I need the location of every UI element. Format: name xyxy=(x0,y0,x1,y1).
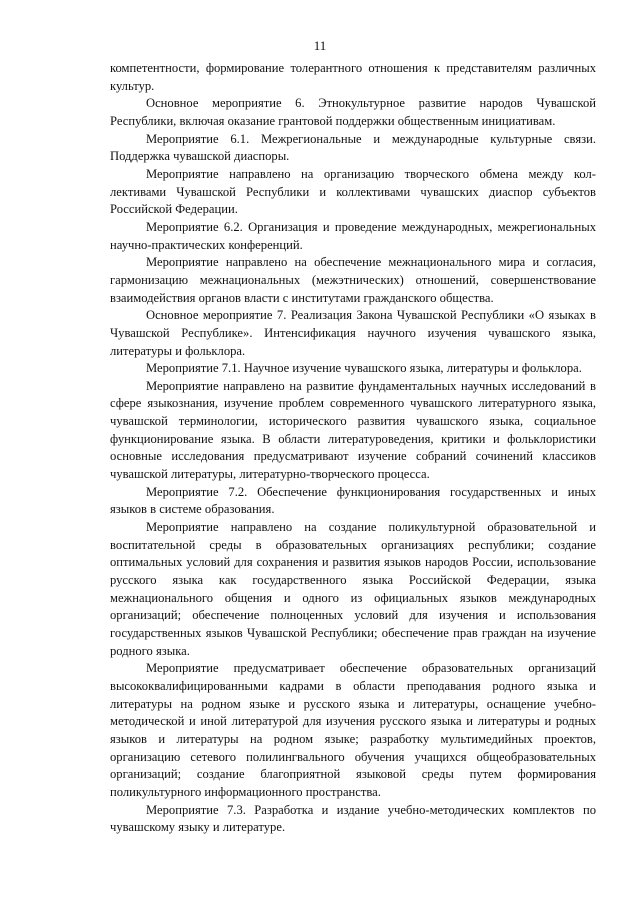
paragraph-measure-7-3: Мероприятие 7.3. Разработка и издание учебно-методических комплектов по чувашскому языку и литературе. xyxy=(110,802,596,835)
paragraph-measure-7-1-description: Мероприятие направлено на развитие фундаментальных научных исследований в сфере языкознания, изучение проблем современного чувашского литературного языка, чувашской терминологии, исторического развития чувашского языка, социальное функционирование языка. В области литературоведения, критики и фольклористики основные исследования предусматривают изучение собраний сочинений классиков чувашской литературы, литературно-творческого процесса. xyxy=(110,378,596,482)
paragraph-measure-6-1: Мероприятие 6.1. Межрегиональные и международные культурные связи. Поддержка чувашской диаспоры. xyxy=(110,131,596,164)
paragraph-measure-6-2-description: Мероприятие направлено на обеспечение межнационального мира и согласия, гармонизацию межнациональных (межэтнических) отношений, совершенствование взаимодействия органов власти с институтами гражданского общества. xyxy=(110,255,596,305)
document-body xyxy=(110,60,596,837)
paragraph-measure-7-2-description: Мероприятие направлено на создание поликультурной образовательной и воспитательной среды в образовательных организациях республики; создание оптимальных условий для сохранения и развития языков народов России, использование русского языка как государственного языка Российской Федерации, языка межнационального общения и одного из официальных языков международных организаций; обеспечение полноценных условий для изучения и использования государственных языков Чувашской Республики; обеспечение прав граждан на изучение родного языка. xyxy=(110,520,596,658)
paragraph-main-measure-6: Основное мероприятие 6. Этнокультурное развитие народов Чувашской Республики, включая оказание грантовой поддержки общественным инициативам. xyxy=(110,96,596,128)
paragraph-measure-6-1-description: Мероприятие направлено на организацию творческого обмена между коллективами Чувашской Республики и коллективами чувашских диаспор субъектов Российской Федерации. xyxy=(110,166,596,217)
paragraph-measure-7-2-provisions: Мероприятие предусматривает обеспечение образовательных организаций высококвалифицированными кадрами в области преподавания родного языка и литературы на родном языке и русского языка и литературы, оснащение учебно-методической и иной литературой для изучения русского языка и литературы и родных языков и литературы на родном языке; разработку мультимедийных проектов, организацию сетевого полилингвального обучения учащихся общеобразовательных организаций; создание благоприятной языковой среды путем формирования поликультурного информационного пространства. xyxy=(110,661,596,799)
paragraph-measure-7-1: Мероприятие 7.1. Научное изучение чувашского языка, литературы и фольклора. xyxy=(146,361,582,376)
page-number: 11 xyxy=(313,38,327,53)
paragraph-main-measure-7: Основное мероприятие 7. Реализация Закона Чувашской Республики «О языках в Чувашской Республике». Интенсификация научного изучения чувашского языка, литературы и фольклора. xyxy=(110,308,596,358)
paragraph-measure-6-2: Мероприятие 6.2. Организация и проведение международных, межрегиональных научно-практических конференций. xyxy=(110,219,596,252)
paragraph-measure-7-2: Мероприятие 7.2. Обеспечение функционирования государственных и иных языков в системе образования. xyxy=(110,484,596,517)
paragraph-continuation: компетентности, формирование толерантного отношения к представителям различных культур. xyxy=(110,61,596,93)
